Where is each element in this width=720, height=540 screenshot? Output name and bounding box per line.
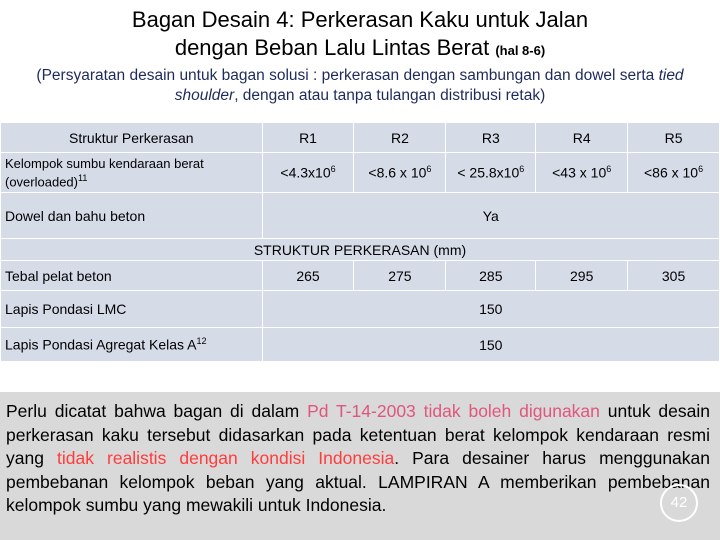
dowel-label: Dowel dan bahu beton xyxy=(1,193,263,239)
table-cell xyxy=(354,153,446,193)
agregat-value: 150 xyxy=(262,328,719,362)
lmc-label: Lapis Pondasi LMC xyxy=(1,291,263,328)
table-row-slab xyxy=(1,261,720,291)
note-box xyxy=(0,392,720,540)
slide-title xyxy=(0,6,720,65)
title-line-2-text: dengan Beban Lalu Lintas Berat xyxy=(174,35,490,60)
design-chart-table xyxy=(0,122,720,362)
subtitle-italic: tied shoulder xyxy=(174,67,684,104)
table-row-agregat xyxy=(1,328,720,362)
note-highlight: tidak realistis dengan kondisi Indonesia xyxy=(57,448,395,468)
note-segment: untuk desain perkerasan kaku tersebut didasarkan pada ketentuan berat kelompok kendaraan resmi yang xyxy=(6,401,710,468)
table-row-axle xyxy=(1,153,720,193)
table-cell xyxy=(446,153,536,193)
column-header: R1 xyxy=(262,123,354,153)
column-header: R3 xyxy=(446,123,536,153)
slab-value: 275 xyxy=(354,261,446,291)
table-row-dowel xyxy=(1,193,720,239)
axle-exponent: 6 xyxy=(698,164,704,175)
table-header-row xyxy=(1,123,720,153)
title-line-1: Bagan Desain 4: Perkerasan Kaku untuk Jalan xyxy=(131,7,589,32)
slide-subtitle xyxy=(20,66,700,106)
axle-value: <86 x 10 xyxy=(643,164,699,181)
slab-value: 295 xyxy=(536,261,628,291)
table-cell xyxy=(536,153,628,193)
axle-exponent: 6 xyxy=(606,164,612,175)
axle-value: <4.3x10 xyxy=(280,164,331,181)
lmc-value: 150 xyxy=(262,291,719,328)
subtitle-part-1: (Persyaratan desain untuk bagan solusi : perkerasan dengan sambungan dan dowel serta xyxy=(36,67,659,84)
axle-value: <43 x 10 xyxy=(552,164,607,181)
table-cell xyxy=(628,153,720,193)
slab-label: Tebal pelat beton xyxy=(1,261,263,291)
note-segment: . Para desainer harus menggunakan pembebanan kelompok beban yang aktual. LAMPIRAN A memberikan pembebanan kelompok sumbu yang mewakili untuk Indonesia. xyxy=(6,448,711,515)
section-header: STRUKTUR PERKERASAN (mm) xyxy=(1,239,720,261)
table-cell xyxy=(262,153,354,193)
axle-label: Kelompok sumbu kendaraan berat (overloaded) xyxy=(5,155,204,190)
note-text xyxy=(6,400,710,518)
column-header: R5 xyxy=(628,123,720,153)
axle-exponent: 6 xyxy=(330,164,336,175)
slab-value: 265 xyxy=(262,261,354,291)
table-section-header xyxy=(1,239,720,261)
table-row-lmc xyxy=(1,291,720,328)
column-header: R4 xyxy=(536,123,628,153)
note-segment: Perlu dicatat bahwa bagan di dalam xyxy=(6,401,308,421)
page-number: 42 xyxy=(660,484,698,522)
agregat-label-cell xyxy=(1,328,263,362)
agregat-label: Lapis Pondasi Agregat Kelas A xyxy=(5,336,197,353)
axle-value: <8.6 x 10 xyxy=(368,164,427,181)
column-header: R2 xyxy=(354,123,446,153)
title-line-2 xyxy=(0,34,720,65)
subtitle-part-2: , dengan atau tanpa tulangan distribusi retak) xyxy=(234,87,546,104)
slab-value: 305 xyxy=(628,261,720,291)
header-label: Struktur Perkerasan xyxy=(1,123,263,153)
slab-value: 285 xyxy=(446,261,536,291)
axle-exponent: 6 xyxy=(519,164,525,175)
axle-label-cell xyxy=(1,153,263,193)
note-highlight: Pd T-14-2003 tidak boleh digunakan xyxy=(307,401,600,421)
axle-value: < 25.8x10 xyxy=(457,164,520,181)
axle-exponent: 6 xyxy=(426,164,432,175)
axle-footnote: 11 xyxy=(78,172,88,183)
agregat-footnote: 12 xyxy=(196,336,207,347)
page-reference: (hal 8-6) xyxy=(495,43,546,58)
dowel-value: Ya xyxy=(262,193,719,239)
